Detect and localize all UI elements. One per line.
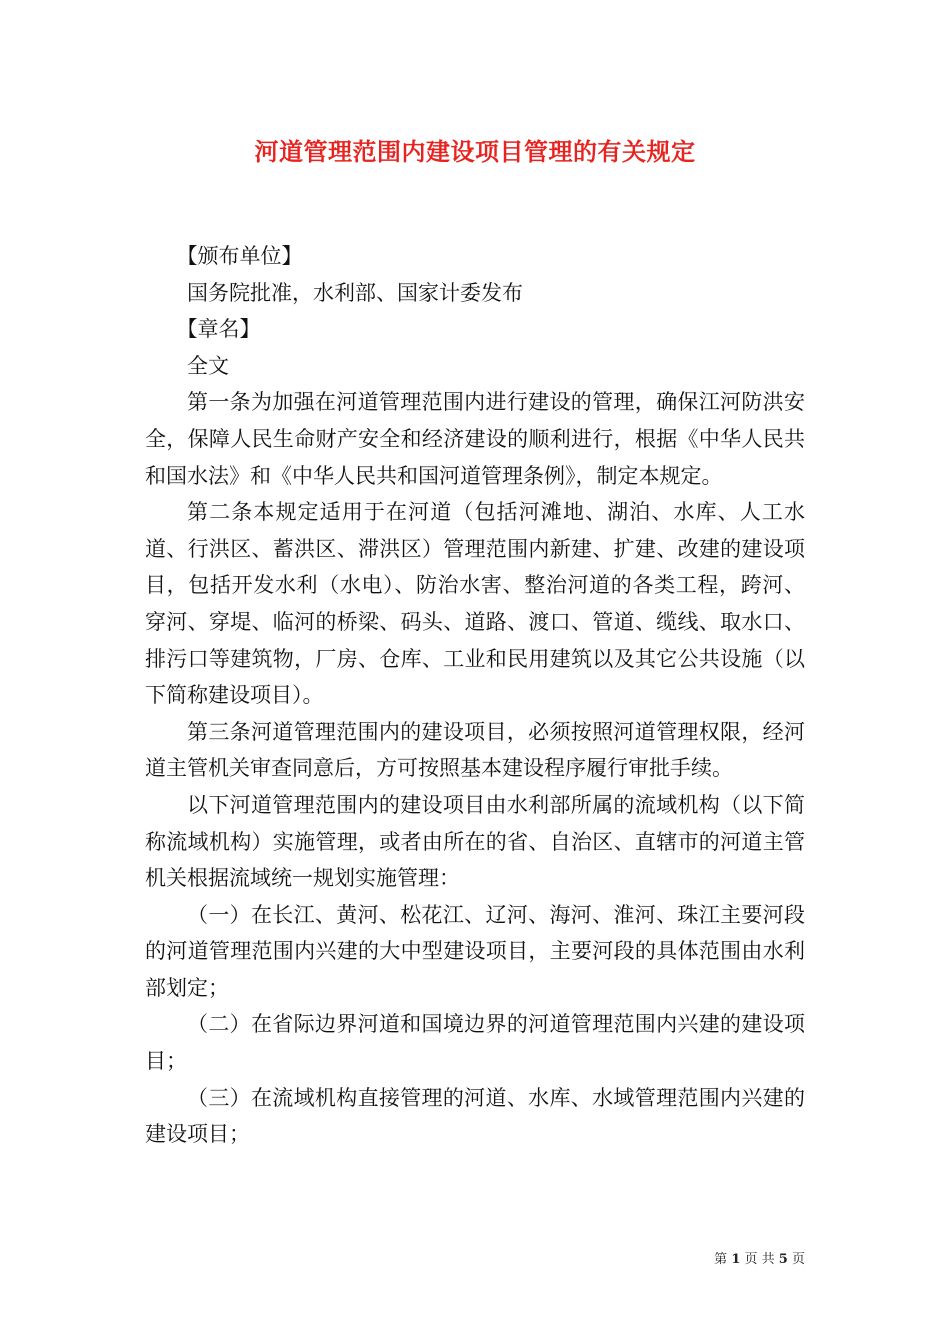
footer-current-page: 1: [731, 1252, 741, 1267]
paragraph: （二）在省际边界河道和国境边界的河道管理范围内兴建的建设项目；: [145, 1012, 805, 1074]
document-body: [145, 238, 805, 1153]
footer-middle: 页 共: [744, 1252, 775, 1267]
paragraph: 【章名】: [176, 317, 261, 342]
paragraph: 第三条河道管理范围内的建设项目，必须按照河道管理权限，经河道主管机关审查同意后，方可按照基本建设程序履行审批手续。: [145, 719, 805, 781]
document-title: 河道管理范围内建设项目管理的有关规定: [254, 137, 696, 166]
paragraph: 全文: [187, 353, 229, 378]
paragraph: 第一条为加强在河道管理范围内进行建设的管理，确保江河防洪安全，保障人民生命财产安全和经济建设的顺利进行，根据《中华人民共和国水法》和《中华人民共和国河道管理条例》，制定本规定。: [145, 390, 805, 488]
paragraph: 【颁布单位】: [176, 244, 303, 268]
paragraph: （三）在流域机构直接管理的河道、水库、水域管理范围内兴建的建设项目；: [145, 1085, 805, 1147]
paragraph: 国务院批准，水利部、国家计委发布: [187, 280, 523, 305]
paragraph: 以下河道管理范围内的建设项目由水利部所属的流域机构（以下简称流域机构）实施管理，或者由所在的省、自治区、直辖市的河道主管机关根据流域统一规划实施管理：: [145, 792, 805, 891]
footer-prefix: 第: [714, 1252, 728, 1267]
footer-total-pages: 5: [778, 1252, 788, 1267]
paragraph: （一）在长江、黄河、松花江、辽河、海河、淮河、珠江主要河段的河道管理范围内兴建的大中型建设项目，主要河段的具体范围由水利部划定；: [145, 902, 805, 1000]
page-footer: [714, 1248, 805, 1267]
footer-suffix: 页: [791, 1252, 805, 1267]
paragraph: 第二条本规定适用于在河道（包括河滩地、湖泊、水库、人工水道、行洪区、蓄洪区、滞洪区）管理范围内新建、扩建、改建的建设项目，包括开发水利（水电）、防治水害、整治河道的各类工程，跨河、穿河、穿堤、临河的桥梁、码头、道路、渡口、管道、缆线、取水口、排污口等建筑物，厂房、仓库、工业和民用建筑以及其它公共设施（以下简称建设项目）。: [145, 500, 805, 708]
